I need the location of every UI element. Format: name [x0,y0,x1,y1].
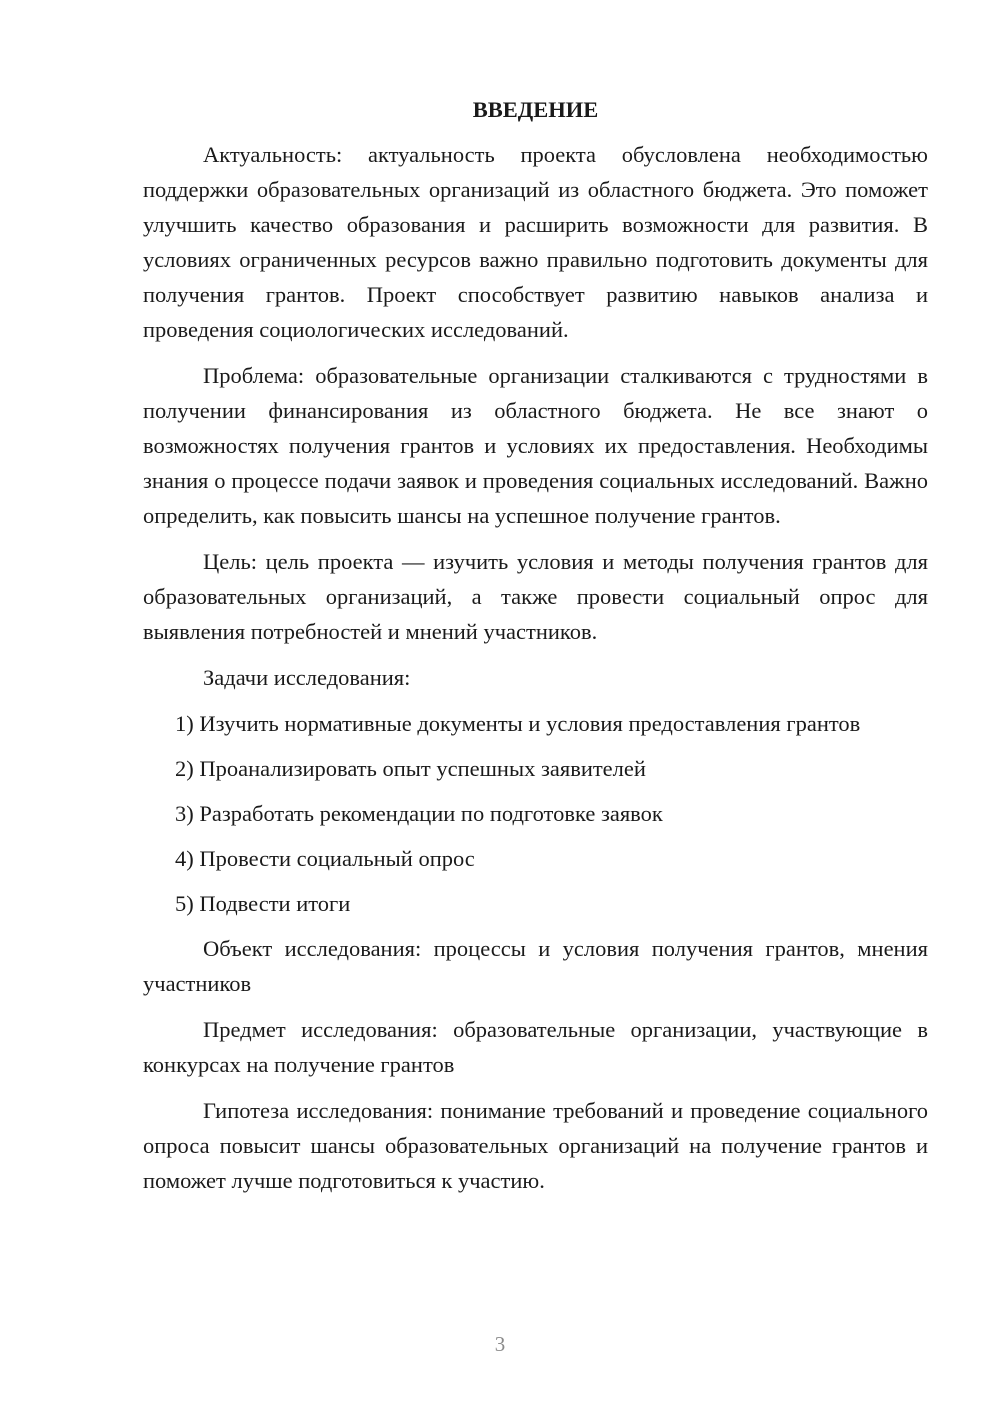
subject-paragraph: Предмет исследования: образовательные организации, участвующие в конкурсах на получение грантов [143,1017,928,1077]
task-item: 4) Провести социальный опрос [175,846,475,871]
page-content [143,92,928,1209]
tasks-heading: Задачи исследования: [203,665,411,690]
problem-paragraph: Проблема: образовательные организации сталкиваются с трудностями в получении финансирования из областного бюджета. Не все знают о возможностях получения грантов и условиях их предоставления. Необходимы знания о процессе подачи заявок и проведения социальных исследований. Важно определить, как повысить шансы на успешное получение грантов. [143,363,928,528]
task-item: 3) Разработать рекомендации по подготовке заявок [175,801,663,826]
task-item: 2) Проанализировать опыт успешных заявителей [175,756,646,781]
goal-paragraph: Цель: цель проекта — изучить условия и методы получения грантов для образовательных организаций, а также провести социальный опрос для выявления потребностей и мнений участников. [143,549,928,644]
relevance-paragraph: Актуальность: актуальность проекта обусловлена необходимостью поддержки образовательных организаций из областного бюджета. Это поможет улучшить качество образования и расширить возможности для развития. В условиях ограниченных ресурсов важно правильно подготовить документы для получения грантов. Проект способствует развитию навыков анализа и проведения социологических исследований. [143,142,928,342]
object-paragraph: Объект исследования: процессы и условия получения грантов, мнения участников [143,936,928,996]
task-item: 5) Подвести итоги [175,891,351,916]
task-item: 1) Изучить нормативные документы и условия предоставления грантов [175,711,861,736]
section-title: ВВЕДЕНИЕ [472,97,599,122]
hypothesis-paragraph: Гипотеза исследования: понимание требований и проведение социального опроса повысит шансы образовательных организаций на получение грантов и поможет лучше подготовиться к участию. [143,1098,928,1193]
page-number: 3 [494,1332,506,1356]
tasks-list [143,706,928,921]
